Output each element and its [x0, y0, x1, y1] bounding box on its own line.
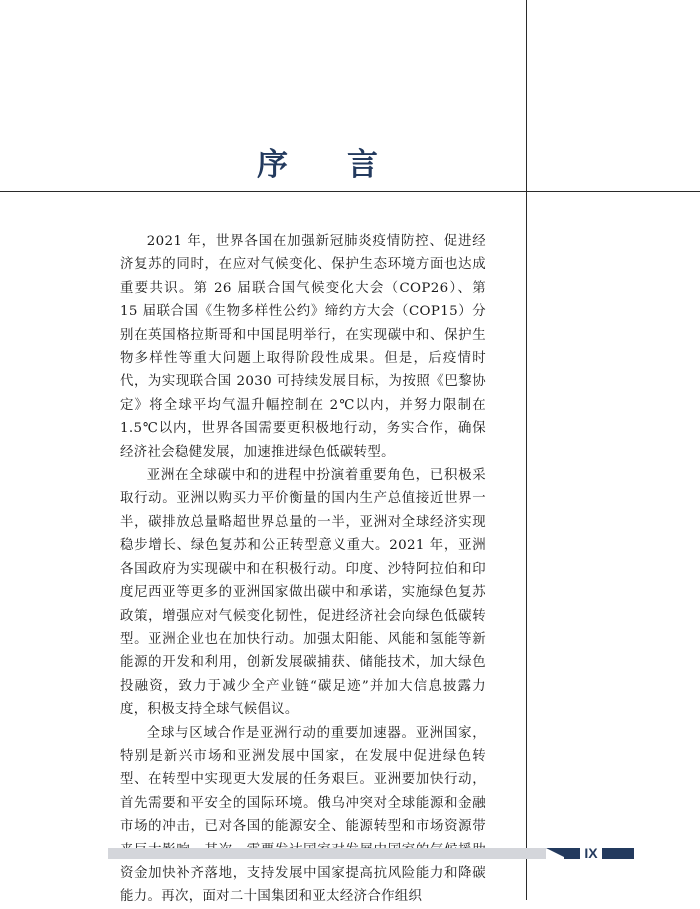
- footer-block-left: [564, 848, 580, 859]
- paragraph-3: 全球与区域合作是亚洲行动的重要加速器。亚洲国家，特别是新兴市场和亚洲发展中国家，在发展中促进绿色转型、在转型中实现更大发展的任务艰巨。亚洲要加快行动，首先需要和平安全的国际环境。俄乌冲突对全球能源和金融市场的冲击，已对各国的能源安全、能源转型和市场资源带 资金加快补齐落地，支持发展中国家提高抗风险能力和降碳能力。再次，面对二十国集团和亚太经济合作组织: [120, 725, 486, 905]
- footer-bar: [108, 848, 546, 859]
- paragraph-2: 亚洲在全球碳中和的进程中扮演着重要角色，已积极采取行动。亚洲以购买力平价衡量的国内生产总值接近世界一半，碳排放总量略超世界总量的一半，亚洲对全球经济实现稳步增长、绿色复苏和公正转型意义重大。2021 年，亚洲各国政府为实现碳中和在积极行动。印度、沙特阿拉伯和印度尼西亚等更多的亚洲国家做出碳中和承诺，实施绿色复苏政策，增强应对气候变化韧性，促进经济社会向绿色低碳转型。亚洲企业也在加快行动。加强太阳能、风能和氢能等新能源的开发和利用，创新发展碳捕获、储能技术，加大绿色投融资，致力于减少全产业链“碳足迹”并加大信息披露力度，积极支持全球气候倡议。: [120, 468, 486, 718]
- page-number: IX: [584, 845, 598, 861]
- page-title: 序 言: [257, 147, 392, 183]
- body-text: [120, 230, 486, 909]
- footer-block-right: [602, 848, 634, 859]
- paragraph-1: 2021 年，世界各国在加强新冠肺炎疫情防控、促进经济复苏的同时，在应对气候变化、保护生态环境方面也达成重要共识。第 26 届联合国气候变化大会（COP26）、第 15 届联合国《生物多样性公约》缔约方大会（COP15）分别在英国格拉斯哥和中国昆明举行，在实现碳中和、保护生物多样性等重大问题上取得阶段性成果。但是，后疫情时代，为实现联合国 2030 可持续发展目标，为按照《巴黎协定》将全球平均气温升幅控制在 2℃以内，并努力限制在 1.5℃以内，世界各国需要更积极地行动，务实合作，确保经济社会稳健发展，加速推进绿色低碳转型。: [120, 234, 486, 460]
- horizontal-rule: [0, 191, 700, 192]
- vertical-rule: [526, 0, 527, 900]
